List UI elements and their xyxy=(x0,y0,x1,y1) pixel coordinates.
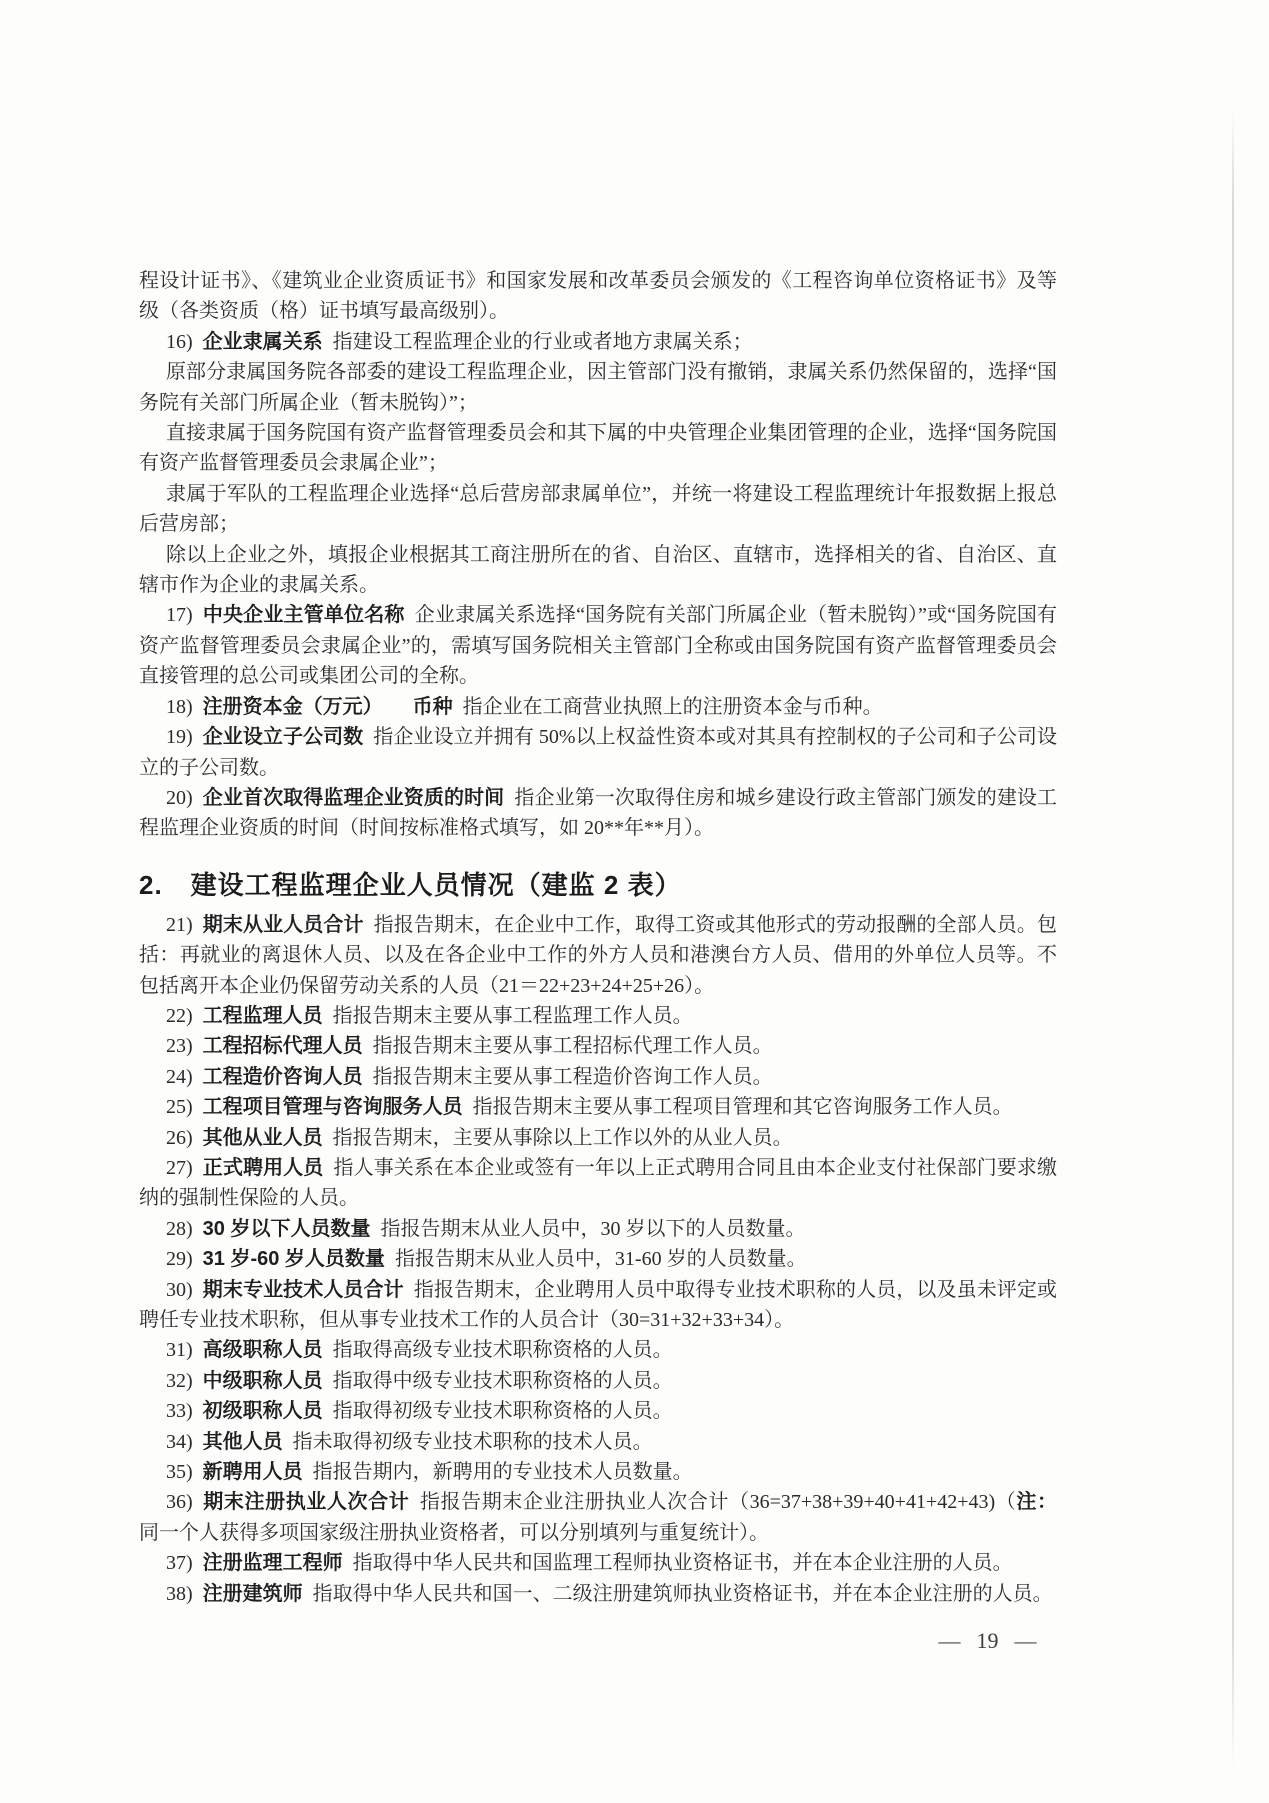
paragraph xyxy=(139,1335,1057,1365)
term-text: 工程招标代理人员 xyxy=(202,1035,363,1058)
body-text: 22) xyxy=(166,1004,203,1027)
body-text: 17) xyxy=(166,604,203,627)
body-text: 36) xyxy=(166,1491,203,1514)
body-text: 指报告期末企业注册执业人次合计（36=37+38+39+40+41+42+43)（ xyxy=(409,1491,1017,1514)
body-text: 16) xyxy=(166,330,203,353)
body-text: 指报告期末主要从事工程监理工作人员。 xyxy=(322,1004,693,1027)
paragraph xyxy=(139,1062,1057,1092)
body-text: 37) xyxy=(166,1552,203,1575)
body-text: 31) xyxy=(166,1339,203,1362)
body-text: 指报告期末，主要从事除以上工作以外的从业人员。 xyxy=(322,1126,793,1149)
body-text: 33) xyxy=(166,1400,203,1423)
term-text: 其他人员 xyxy=(202,1430,283,1453)
term-text: 工程监理人员 xyxy=(202,1004,323,1027)
body-text: 指报告期末主要从事工程项目管理和其它咨询服务工作人员。 xyxy=(462,1096,1013,1119)
body-text: 指未取得初级专业技术职称的技术人员。 xyxy=(282,1430,653,1453)
paragraph xyxy=(139,1366,1057,1396)
body-text: 30) xyxy=(166,1278,203,1301)
term-text: 企业隶属关系 xyxy=(202,330,323,353)
term-text: 新聘用人员 xyxy=(202,1461,303,1484)
term-text: 正式聘用人员 xyxy=(202,1156,324,1179)
term-text: 企业设立子公司数 xyxy=(202,726,364,749)
body-text xyxy=(383,696,413,718)
paragraph xyxy=(139,600,1057,691)
body-text: 指取得初级专业技术职称资格的人员。 xyxy=(322,1400,673,1423)
paragraph xyxy=(139,1548,1057,1578)
section-heading xyxy=(139,868,1057,902)
body-text: 指取得中级专业技术职称资格的人员。 xyxy=(322,1369,673,1392)
body-text: 指报告期末，企业聘用人员中取得专业技术职称的人员，以及虽未评定或聘任专业技术职称，但从事专业技术工作的人员合计（30=31+32+33+34）。 xyxy=(139,1278,1058,1331)
term-text: 工程造价咨询人员 xyxy=(202,1065,363,1088)
term-text: 企业首次取得监理企业资质的时间 xyxy=(202,786,505,809)
body-text: 指企业第一次取得住房和城乡建设行政主管部门颁发的建设工程监理企业资质的时间（时间按标准格式填写，如 20**年**月）。 xyxy=(139,786,1058,840)
body-text: 25) xyxy=(166,1096,203,1119)
body-text: 指取得中华人民共和国监理工程师执业资格证书，并在本企业注册的人员。 xyxy=(342,1552,1013,1575)
body-text: 指企业在工商营业执照上的注册资本金与币种。 xyxy=(452,695,883,718)
body-text: 26) xyxy=(166,1126,203,1149)
body-text: 18) xyxy=(166,695,203,718)
body-text: 21) xyxy=(166,913,203,936)
paragraph xyxy=(139,357,1057,418)
body-text: 38) xyxy=(166,1582,203,1605)
term-text: 高级职称人员 xyxy=(202,1339,323,1362)
paragraph xyxy=(139,327,1057,357)
body-text: 企业隶属关系选择“国务院有关部门所属企业（暂未脱钩）”或“国务院国有资产监督管理委员会隶属企业”的，需填写国务院相关主管部门全称或由国务院国有资产监督管理委员会直接管理的总公司或集团公司的全称。 xyxy=(139,604,1058,688)
paragraph xyxy=(139,1244,1057,1274)
body-text: 32) xyxy=(166,1369,203,1392)
body-text: 29) xyxy=(166,1248,203,1271)
body-text: 指报告期末从业人员中，30 岁以下的人员数量。 xyxy=(370,1217,806,1240)
term-text: 中央企业主管单位名称 xyxy=(202,604,405,627)
term-text: 注册监理工程师 xyxy=(202,1552,343,1575)
term-text: 币种 xyxy=(412,695,453,718)
paragraph xyxy=(139,722,1057,783)
scan-edge-line xyxy=(1232,110,1234,1770)
body-text: 19) xyxy=(166,726,203,749)
paragraph xyxy=(139,1396,1057,1426)
body-text: 指人事关系在本企业或签有一年以上正式聘用合同且由本企业支付社保部门要求缴纳的强制性保险的人员。 xyxy=(139,1156,1058,1210)
paragraph xyxy=(139,1457,1057,1487)
body-text: 24) xyxy=(166,1065,203,1088)
body-text: 指报告期末主要从事工程造价咨询工作人员。 xyxy=(362,1065,773,1088)
term-text: 注： xyxy=(1016,1491,1057,1514)
body-text: 指取得高级专业技术职称资格的人员。 xyxy=(322,1339,673,1362)
body-text: 指报告期内，新聘用的专业技术人员数量。 xyxy=(302,1461,693,1484)
term-text: 中级职称人员 xyxy=(202,1369,323,1392)
body-text: 2. 建设工程监理企业人员情况（建监 2 表） xyxy=(139,869,682,900)
footer-right-dash: — xyxy=(1014,1628,1037,1653)
body-text: 除以上企业之外，填报企业根据其工商注册所在的省、自治区、直辖市，选择相关的省、自治区、直辖市作为企业的隶属关系。 xyxy=(139,543,1057,597)
body-text: 指报告期末，在企业中工作，取得工资或其他形式的劳动报酬的全部人员。包括：再就业的离退休人员、以及在各企业中工作的外方人员和港澳台方人员、借用的外单位人员等。不包括离开本企业仍保留劳动关系的人员（21＝22+23+24+25+26）。 xyxy=(139,913,1057,997)
document-body xyxy=(139,266,1057,1609)
paragraph xyxy=(139,1214,1057,1244)
body-text: 指报告期末主要从事工程招标代理工作人员。 xyxy=(362,1035,773,1058)
term-text: 初级职称人员 xyxy=(202,1400,323,1423)
paragraph xyxy=(139,692,1057,722)
paragraph xyxy=(139,479,1057,540)
body-text: 34) xyxy=(166,1430,203,1453)
paragraph xyxy=(139,418,1057,479)
term-text: 31 岁-60 岁人员数量 xyxy=(202,1248,385,1271)
term-text: 注册资本金（万元） xyxy=(202,695,383,718)
paragraph xyxy=(139,1427,1057,1457)
footer-left-dash: — xyxy=(938,1628,961,1653)
term-text: 其他从业人员 xyxy=(202,1126,323,1149)
term-text: 30 岁以下人员数量 xyxy=(202,1217,371,1240)
term-text: 期末从业人员合计 xyxy=(202,913,364,936)
page-number: 19 xyxy=(976,1628,999,1653)
body-text: 程设计证书》、《建筑业企业资质证书》和国家发展和改革委员会颁发的《工程咨询单位资格证书》及等级（各类资质（格）证书填写最高级别）。 xyxy=(139,270,1057,323)
body-text: 指建设工程监理企业的行业或者地方隶属关系； xyxy=(322,330,753,353)
paragraph xyxy=(139,1031,1057,1061)
body-text: 指报告期末从业人员中，31-60 岁的人员数量。 xyxy=(384,1248,807,1271)
body-text: 原部分隶属国务院各部委的建设工程监理企业，因主管部门没有撤销，隶属关系仍然保留的，选择“国务院有关部门所属企业（暂未脱钩）”； xyxy=(139,361,1057,414)
body-text: 同一个人获得多项国家级注册执业资格者，可以分别填列与重复统计）。 xyxy=(139,1521,769,1544)
paragraph xyxy=(139,1123,1057,1153)
term-text: 注册建筑师 xyxy=(202,1582,303,1605)
body-text: 指企业设立并拥有 50%以上权益性资本或对其具有控制权的子公司和子公司设立的子公司数。 xyxy=(139,726,1057,779)
body-text: 23) xyxy=(166,1035,203,1058)
paragraph xyxy=(139,910,1057,1001)
paragraph xyxy=(139,1579,1057,1609)
paragraph xyxy=(139,266,1057,327)
body-text: 28) xyxy=(166,1217,203,1240)
paragraph xyxy=(139,783,1057,844)
body-text: 直接隶属于国务院国有资产监督管理委员会和其下属的中央管理企业集团管理的企业，选择“国务院国有资产监督管理委员会隶属企业”； xyxy=(139,422,1057,475)
page-footer xyxy=(900,1628,1075,1654)
paragraph xyxy=(139,540,1057,601)
paragraph xyxy=(139,1275,1057,1336)
term-text: 工程项目管理与咨询服务人员 xyxy=(202,1096,463,1119)
body-text: 35) xyxy=(166,1461,203,1484)
body-text: 指取得中华人民共和国一、二级注册建筑师执业资格证书，并在本企业注册的人员。 xyxy=(302,1582,1053,1605)
term-text: 期末注册执业人次合计 xyxy=(202,1491,410,1514)
paragraph xyxy=(139,1001,1057,1031)
body-text: 隶属于军队的工程监理企业选择“总后营房部隶属单位”，并统一将建设工程监理统计年报数据上报总后营房部； xyxy=(139,482,1057,536)
body-text: 27) xyxy=(166,1156,203,1179)
paragraph xyxy=(139,1487,1057,1548)
paragraph xyxy=(139,1092,1057,1122)
body-text: 20) xyxy=(166,786,203,809)
paragraph xyxy=(139,1153,1057,1214)
term-text: 期末专业技术人员合计 xyxy=(202,1278,404,1301)
